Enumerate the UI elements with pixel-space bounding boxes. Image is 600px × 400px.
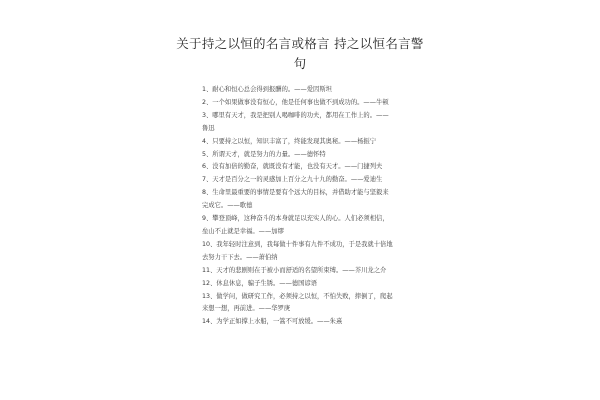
quote-line: 4、只要持之以恒，知识丰富了，终能发现其奥秘。——杨振宁 — [202, 137, 377, 145]
quote-line: 13、做学问，做研究工作，必须持之以恒，不怕失败，摔倒了，爬起 — [202, 292, 393, 300]
quote-line: 完成它。——歌德 — [202, 202, 253, 210]
quote-line: 5、所谓天才，就是努力的力量。——德怀特 — [202, 150, 326, 158]
quote-line: 3、哪里有天才，我是把别人喝咖啡的功夫，都用在工作上的。—— — [202, 111, 389, 119]
quote-line: 去努力干下去。——萧伯纳 — [202, 253, 278, 261]
quote-line: 12、休息休息，骗子生锈。——德国谚语 — [202, 279, 318, 287]
quote-line: 8、生命里最重要的事情是要有个远大的目标，并借助才能与坚毅来 — [202, 189, 389, 197]
title-line-1: 关于持之以恒的名言或格言 持之以恒名言警 — [176, 36, 424, 51]
quote-line: 1、耐心和恒心总会得到报酬的。——爱因斯坦 — [202, 86, 332, 93]
quote-line: 10、我年轻时注意到，我每做十件事有九件不成功，于是我就十倍地 — [202, 240, 393, 248]
quote-line: 2、一个如果做事没有恒心，他是任何事也做不到成功的。——牛顿 — [202, 98, 389, 106]
quote-line: 11、天才的悲剧则在于被小而舒适的名望所束缚。——芥川龙之介 — [202, 266, 387, 274]
quote-line: 7、天才是百分之一的灵感加上百分之九十九的勤奋。——爱迪生 — [202, 176, 383, 184]
quote-line: 垒山不止就是幸福。——加缪 — [202, 227, 284, 235]
quote-line: 鲁迅 — [202, 124, 215, 132]
page-title — [150, 34, 450, 74]
quote-list — [202, 84, 410, 329]
quote-line: 6、没有加倍的勤奋，就既没有才能，也没有天才。——门捷列夫 — [202, 163, 383, 171]
quote-line: 14、为学正如撑上水船，一篙不可放缓。——朱熹 — [202, 318, 343, 326]
title-line-2: 句 — [293, 56, 307, 71]
quote-line: 9、攀登顶峰，这种奋斗的本身就足以充实人的心。人们必须相信， — [202, 215, 389, 223]
quote-line: 来想一想，再前进。——华罗庚 — [202, 305, 291, 313]
